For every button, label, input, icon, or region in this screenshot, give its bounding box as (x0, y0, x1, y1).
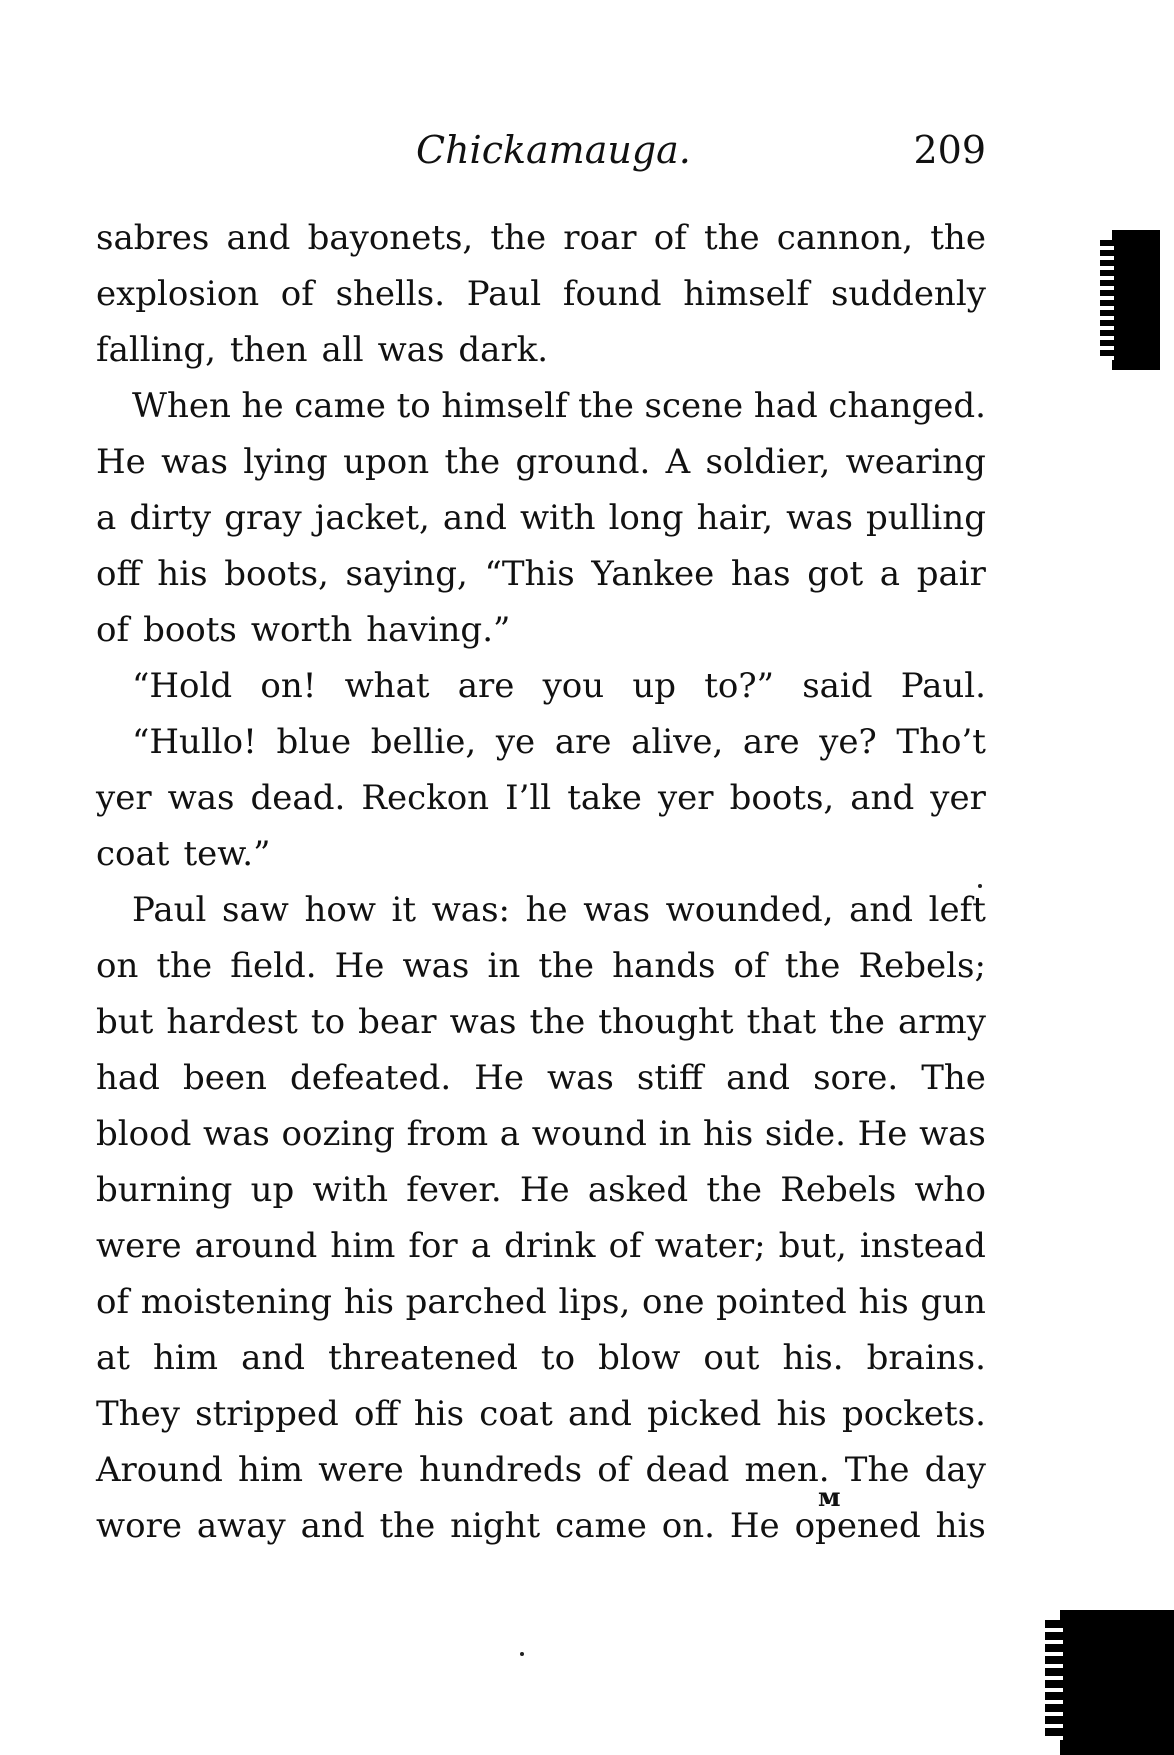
word: of (733, 946, 767, 986)
word: of (653, 218, 687, 258)
word: dead (645, 1450, 730, 1490)
word: thought (598, 1002, 734, 1042)
word: the (706, 1170, 763, 1210)
text-line (96, 1050, 986, 1106)
word: on! (260, 666, 317, 706)
word: dirty (129, 498, 212, 538)
word: and (241, 1338, 306, 1378)
word: on. (661, 1506, 715, 1546)
word: He (474, 1058, 524, 1098)
word: hardest (166, 1002, 298, 1042)
word: hands (612, 946, 716, 986)
word: at (96, 1338, 130, 1378)
word: the (529, 1002, 586, 1042)
word: what (344, 666, 430, 706)
word: pair (916, 554, 986, 594)
word: are (742, 722, 800, 762)
word: roar (563, 218, 637, 258)
word: that (746, 1002, 817, 1042)
word: for (408, 1226, 458, 1266)
word: found (562, 274, 662, 314)
word: wound (531, 1114, 647, 1154)
word: wounded, (665, 890, 834, 930)
text-line (96, 1162, 986, 1218)
word: worth (250, 610, 353, 650)
word: night (450, 1506, 541, 1546)
word: around (194, 1226, 318, 1266)
word: was (161, 442, 228, 482)
word: dark. (458, 330, 549, 370)
word: and (300, 1506, 365, 1546)
word: I’ll (505, 778, 552, 818)
text-line (96, 770, 986, 826)
word: was (449, 1002, 517, 1042)
word: away (196, 1506, 286, 1546)
word: are (554, 722, 612, 762)
text-line (96, 826, 986, 882)
word: soldier, (705, 442, 831, 482)
word: a (879, 554, 901, 594)
word: and (567, 1394, 632, 1434)
text-line (96, 1330, 986, 1386)
word: He (519, 1170, 570, 1210)
word: was (203, 1114, 270, 1154)
word: his. (782, 1338, 844, 1378)
word: yer (96, 778, 152, 818)
word: changed. (828, 386, 986, 426)
word: Rebels; (858, 946, 986, 986)
word: lips, (558, 1282, 631, 1322)
word: They (96, 1394, 180, 1434)
word: out (703, 1338, 760, 1378)
word: asked (587, 1170, 689, 1210)
word: stripped (195, 1394, 339, 1434)
word: shells. (335, 274, 446, 314)
word: the (538, 946, 595, 986)
word: explosion (96, 274, 260, 314)
word: side. (764, 1114, 846, 1154)
word: “Hullo! (132, 722, 257, 762)
word: were (96, 1226, 182, 1266)
word: he (525, 890, 568, 930)
word: wearing (845, 442, 986, 482)
word: having.” (366, 610, 511, 650)
scan-speck (978, 884, 982, 888)
word: He (729, 1506, 780, 1546)
word: in (487, 946, 521, 986)
text-line (96, 1218, 986, 1274)
word: him (330, 1226, 396, 1266)
word: brains. (866, 1338, 986, 1378)
word: his (703, 1114, 754, 1154)
word: the (578, 386, 634, 426)
word: jacket, (314, 498, 430, 538)
word: him (153, 1338, 219, 1378)
word: The (844, 1450, 910, 1490)
word: falling, (96, 330, 216, 370)
word: tew.” (183, 834, 271, 874)
word: dead. (250, 778, 346, 818)
text-line (96, 938, 986, 994)
word: yer (657, 778, 714, 818)
word: Reckon (361, 778, 490, 818)
word: threatened (328, 1338, 518, 1378)
word: parched (405, 1282, 547, 1322)
scan-edge-jag-top (1100, 240, 1114, 360)
word: the (930, 218, 986, 258)
word: but, (778, 1226, 847, 1266)
word: to (540, 1338, 576, 1378)
word: of (597, 1450, 631, 1490)
word: the (444, 442, 501, 482)
word: boots, (224, 554, 329, 594)
word: had (753, 386, 818, 426)
word: his (858, 1282, 909, 1322)
word: burning (96, 1170, 233, 1210)
word: Paul (132, 890, 207, 930)
word: are (457, 666, 515, 706)
word: his (157, 554, 208, 594)
word: with (519, 498, 596, 538)
word: defeated. (289, 1058, 452, 1098)
word: got (807, 554, 864, 594)
word: came (555, 1506, 647, 1546)
word: opened (794, 1506, 921, 1546)
word: pockets. (841, 1394, 986, 1434)
word: hundreds (418, 1450, 583, 1490)
word: and (849, 890, 914, 930)
word: who (914, 1170, 986, 1210)
word: his (343, 1282, 394, 1322)
word: to?” (704, 666, 774, 706)
word: instead (859, 1226, 986, 1266)
word: with (312, 1170, 389, 1210)
word: was (919, 1114, 986, 1154)
word: field. (230, 946, 317, 986)
word: boots (143, 610, 237, 650)
word: was (547, 1058, 614, 1098)
word: gray (224, 498, 302, 538)
text-line (96, 434, 986, 490)
word: he (241, 386, 284, 426)
word: how (304, 890, 376, 930)
text-line (96, 1386, 986, 1442)
word: sore. (813, 1058, 899, 1098)
word: sabres (96, 218, 210, 258)
word: “This (484, 554, 575, 594)
text-line (96, 546, 986, 602)
text-line (96, 1498, 986, 1554)
word: and (442, 498, 507, 538)
word: him (238, 1450, 304, 1490)
word: lying (243, 442, 328, 482)
word: He (857, 1114, 908, 1154)
scan-edge-jag-bottom (1045, 1620, 1063, 1740)
word: has (730, 554, 791, 594)
word: moistening (140, 1282, 333, 1322)
word: hair, (696, 498, 774, 538)
word: water; (654, 1226, 766, 1266)
word: stiff (636, 1058, 704, 1098)
word: was (167, 778, 235, 818)
word: up (250, 1170, 295, 1210)
running-title: Chickamauga. (416, 128, 691, 172)
word: gun (920, 1282, 986, 1322)
word: blue (276, 722, 352, 762)
text-line (96, 1442, 986, 1498)
word: in (658, 1114, 692, 1154)
word: Paul. (900, 666, 986, 706)
word: was (786, 498, 853, 538)
word: his (935, 1506, 986, 1546)
word: drink (504, 1226, 596, 1266)
word: saying, (345, 554, 468, 594)
word: pulling (866, 498, 986, 538)
word: himself (441, 386, 568, 426)
word: been (182, 1058, 267, 1098)
word: the (379, 1506, 436, 1546)
word: his (776, 1394, 827, 1434)
word: pointed (716, 1282, 847, 1322)
word: was (583, 890, 651, 930)
word: Yankee (591, 554, 715, 594)
text-line (96, 1274, 986, 1330)
word: up (632, 666, 677, 706)
word: bellie, (370, 722, 477, 762)
word: picked (647, 1394, 762, 1434)
word: of (96, 610, 130, 650)
word: but (96, 1002, 154, 1042)
word: “Hold (132, 666, 233, 706)
word: blood (96, 1114, 192, 1154)
word: He (96, 442, 146, 482)
word: ye (495, 722, 536, 762)
word: the (703, 218, 760, 258)
word: the (784, 946, 841, 986)
word: Tho’t (896, 722, 986, 762)
word: bear (358, 1002, 437, 1042)
word: The (921, 1058, 986, 1098)
word: was: (431, 890, 510, 930)
word: of (280, 274, 314, 314)
word: alive, (631, 722, 724, 762)
word: men. (744, 1450, 830, 1490)
word: had (96, 1058, 160, 1098)
word: one (641, 1282, 705, 1322)
word: yer (930, 778, 986, 818)
word: scene (644, 386, 744, 426)
text-line (96, 658, 986, 714)
scan-edge-blot-bottom (1060, 1610, 1174, 1755)
word: you (542, 666, 605, 706)
word: fever. (406, 1170, 502, 1210)
word: said (802, 666, 873, 706)
text-line (96, 882, 986, 938)
word: Around (96, 1450, 223, 1490)
word: to (310, 1002, 346, 1042)
word: blow (598, 1338, 681, 1378)
word: When (132, 386, 231, 426)
word: and (226, 218, 291, 258)
word: He (334, 946, 385, 986)
word: saw (222, 890, 289, 930)
word: to (396, 386, 431, 426)
word: coat (96, 834, 170, 874)
word: left (928, 890, 986, 930)
text-line (96, 210, 986, 266)
word: Paul (466, 274, 542, 314)
word: bayonets, (307, 218, 474, 258)
word: all (321, 330, 364, 370)
text-line (96, 1106, 986, 1162)
word: the (156, 946, 213, 986)
word: upon (343, 442, 430, 482)
text-line (96, 994, 986, 1050)
word: of (96, 1282, 130, 1322)
word: oozing (281, 1114, 395, 1154)
text-line (96, 378, 986, 434)
word: ground. (515, 442, 651, 482)
word: from (406, 1114, 489, 1154)
word: off (96, 554, 141, 594)
word: was (377, 330, 445, 370)
word: a (470, 1226, 492, 1266)
word: was (402, 946, 470, 986)
word: himself (683, 274, 810, 314)
body-text (96, 210, 986, 1554)
word: ye? (819, 722, 877, 762)
word: the (490, 218, 547, 258)
word: army (897, 1002, 986, 1042)
word: A (665, 442, 691, 482)
signature-mark: м (818, 1483, 841, 1513)
word: off (354, 1394, 399, 1434)
word: wore (96, 1506, 182, 1546)
word: long (608, 498, 684, 538)
word: day (924, 1450, 986, 1490)
word: his (413, 1394, 465, 1434)
scan-speck (520, 1652, 524, 1656)
word: Rebels (780, 1170, 897, 1210)
word: and (850, 778, 915, 818)
word: then (229, 330, 308, 370)
text-line (96, 602, 986, 658)
word: boots, (729, 778, 835, 818)
word: suddenly (830, 274, 986, 314)
running-head (96, 120, 986, 180)
word: on (96, 946, 139, 986)
text-line (96, 322, 986, 378)
page-number: 209 (913, 128, 986, 172)
word: were (318, 1450, 404, 1490)
word: take (567, 778, 642, 818)
word: and (726, 1058, 791, 1098)
word: the (829, 1002, 885, 1042)
word: of (608, 1226, 642, 1266)
word: a (96, 498, 117, 538)
word: cannon, (776, 218, 914, 258)
text-line (96, 490, 986, 546)
word: it (391, 890, 417, 930)
word: coat (479, 1394, 553, 1434)
word: came (294, 386, 386, 426)
word: a (499, 1114, 521, 1154)
text-line (96, 714, 986, 770)
scan-edge-blot-top (1112, 230, 1160, 370)
text-line (96, 266, 986, 322)
